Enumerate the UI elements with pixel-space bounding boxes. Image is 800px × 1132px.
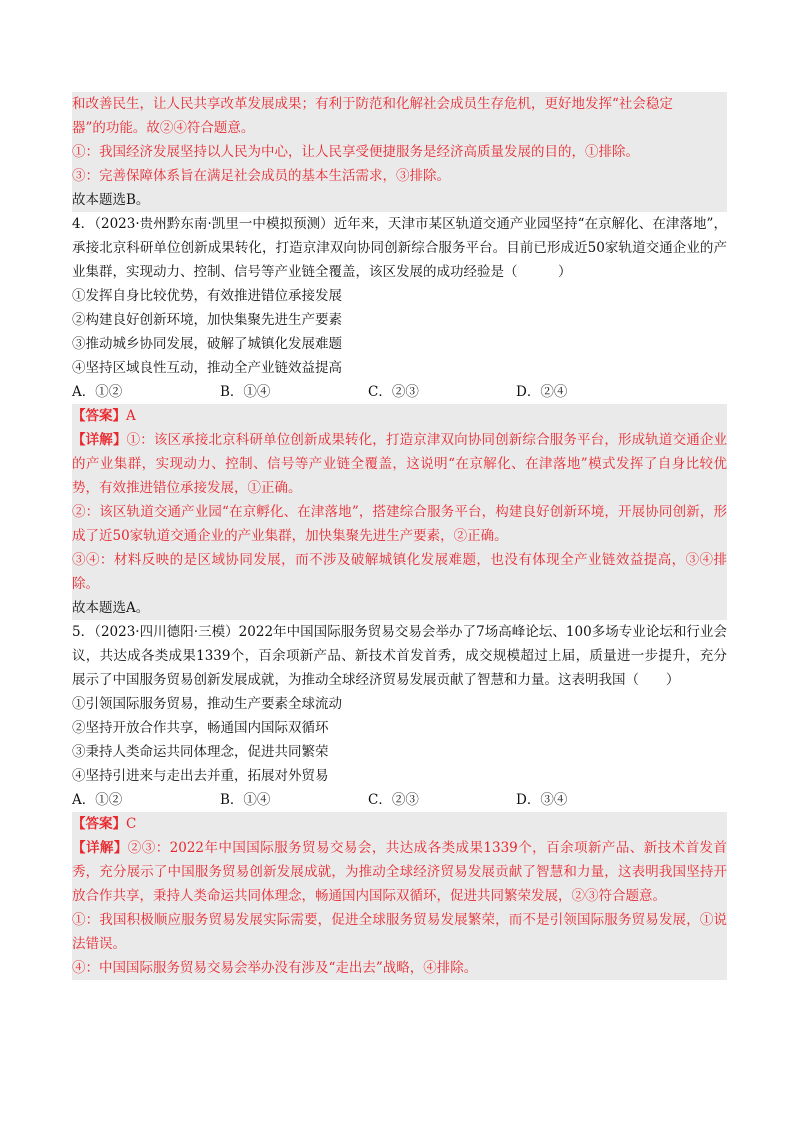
q4-item: ①发挥自身比较优势，有效推进错位承接发展 [72,288,342,304]
answer-label: 【答案】 [72,816,126,832]
q4-option-c: C．②③ [368,384,419,400]
q4-detail-2: ②：该区轨道交通产业园“在京孵化、在津落地”，搭建综合服务平台，构建良好创新环境，开展协同创新，形成了近50家轨道交通企业的产业集群，加快集聚先进生产要素，②正确。 [72,504,727,544]
prev-explanation-line: ①：我国经济发展坚持以人民为中心，让人民享受便捷服务是经济高质量发展的目的，①排除。 [72,144,639,160]
q4-options [72,380,727,404]
q4-item: ②构建良好创新环境，加快集聚先进生产要素 [72,312,342,328]
q4-option-a: A．①② [72,384,123,400]
q5-option-d: D．③④ [516,792,568,808]
document-page [72,92,727,980]
q5-detail-3: ④：中国国际服务贸易交易会举办没有涉及“走出去”战略，④排除。 [72,960,478,976]
q4-detail [72,428,727,596]
q5-detail [72,836,727,980]
q4-option-b: B．①④ [220,384,271,400]
q5-item: ④坚持引进来与走出去并重，拓展对外贸易 [72,768,329,784]
q5-option-c: C．②③ [368,792,419,808]
prev-explanation-line: 和改善民生，让人民共享改革发展成果；有利于防范和化解社会成员生存危机，更好地发挥“社会稳定 [72,96,673,112]
prev-conclusion: 故本题选B。 [72,188,727,212]
q5-answer [72,812,727,836]
detail-label: 【详解】 [72,840,128,856]
q4-option-d: D．②④ [516,384,568,400]
q5-option-b: B．①④ [220,792,271,808]
detail-text: ①：该区承接北京科研单位创新成果转化，打造京津双向协同创新综合服务平台，形成轨道交通企业的产业集群，实现动力、控制、信号等产业链全覆盖，这说明“在京解化、在津落地”模式发挥了自身比较优势，有效推进错位承接发展，①正确。 [72,432,728,496]
q4-detail-1 [72,428,727,500]
q5-item: ②坚持开放合作共享，畅通国内国际双循环 [72,720,329,736]
detail-label: 【详解】 [72,432,127,448]
q4-item: ④坚持区域良性互动，推动全产业链效益提高 [72,360,342,376]
q4-conclusion: 故本题选A。 [72,596,727,620]
prev-explanation-line: 器”的功能。故②④符合题意。 [72,120,255,136]
q5-item: ①引领国际服务贸易，推动生产要素全球流动 [72,696,342,712]
answer-value: A [126,408,136,424]
answer-value: C [126,816,137,832]
q4-detail-3: ③④：材料反映的是区域协同发展，而不涉及破解城镇化发展难题，也没有体现全产业链效益提高，③④排除。 [72,552,727,592]
q4-item: ③推动城乡协同发展，破解了城镇化发展难题 [72,336,342,352]
answer-label: 【答案】 [72,408,126,424]
q5-option-a: A．①② [72,792,123,808]
q5-detail-1 [72,836,727,908]
q5-item: ③秉持人类命运共同体理念，促进共同繁荣 [72,744,329,760]
q4-answer [72,404,727,428]
prev-explanation [72,92,727,188]
q5-options [72,788,727,812]
prev-explanation-line: ③：完善保障体系旨在满足社会成员的基本生活需求，③排除。 [72,168,450,184]
question-5-stem: 5．（2023·四川德阳·三模）2022年中国国际服务贸易交易会举办了7场高峰论坛、100多场专业论坛和行业会议，共达成各类成果1339个，百余项新产品、新技术首发首秀，成交规模超过上届，质量进一步提升，充分展示了中国服务贸易创新发展成就，为推动全球经济贸易发展贡献了智慧和力量。这表明我国（ ） [72,624,727,688]
q5-detail-2: ①：我国积极顺应服务贸易发展实际需要，促进全球服务贸易发展繁荣，而不是引领国际服务贸易发展，①说法错误。 [72,912,727,952]
question-4-stem: 4．（2023·贵州黔东南·凯里一中模拟预测）近年来，天津市某区轨道交通产业园坚持“在京解化、在津落地”，承接北京科研单位创新成果转化，打造京津双向协同创新综合服务平台。目前已形成近50家轨道交通企业的产业集群，实现动力、控制、信号等产业链全覆盖，该区发展的成功经验是（ ） [72,216,727,280]
detail-text: ②③：2022年中国国际服务贸易交易会，共达成各类成果1339个，百余项新产品、新技术首发首秀，充分展示了中国服务贸易创新发展成就，为推动全球经济贸易发展贡献了智慧和力量，这表明我国坚持开放合作共享，秉持人类命运共同体理念，畅通国内国际双循环，促进共同繁荣发展，②③符合题意。 [72,840,727,904]
